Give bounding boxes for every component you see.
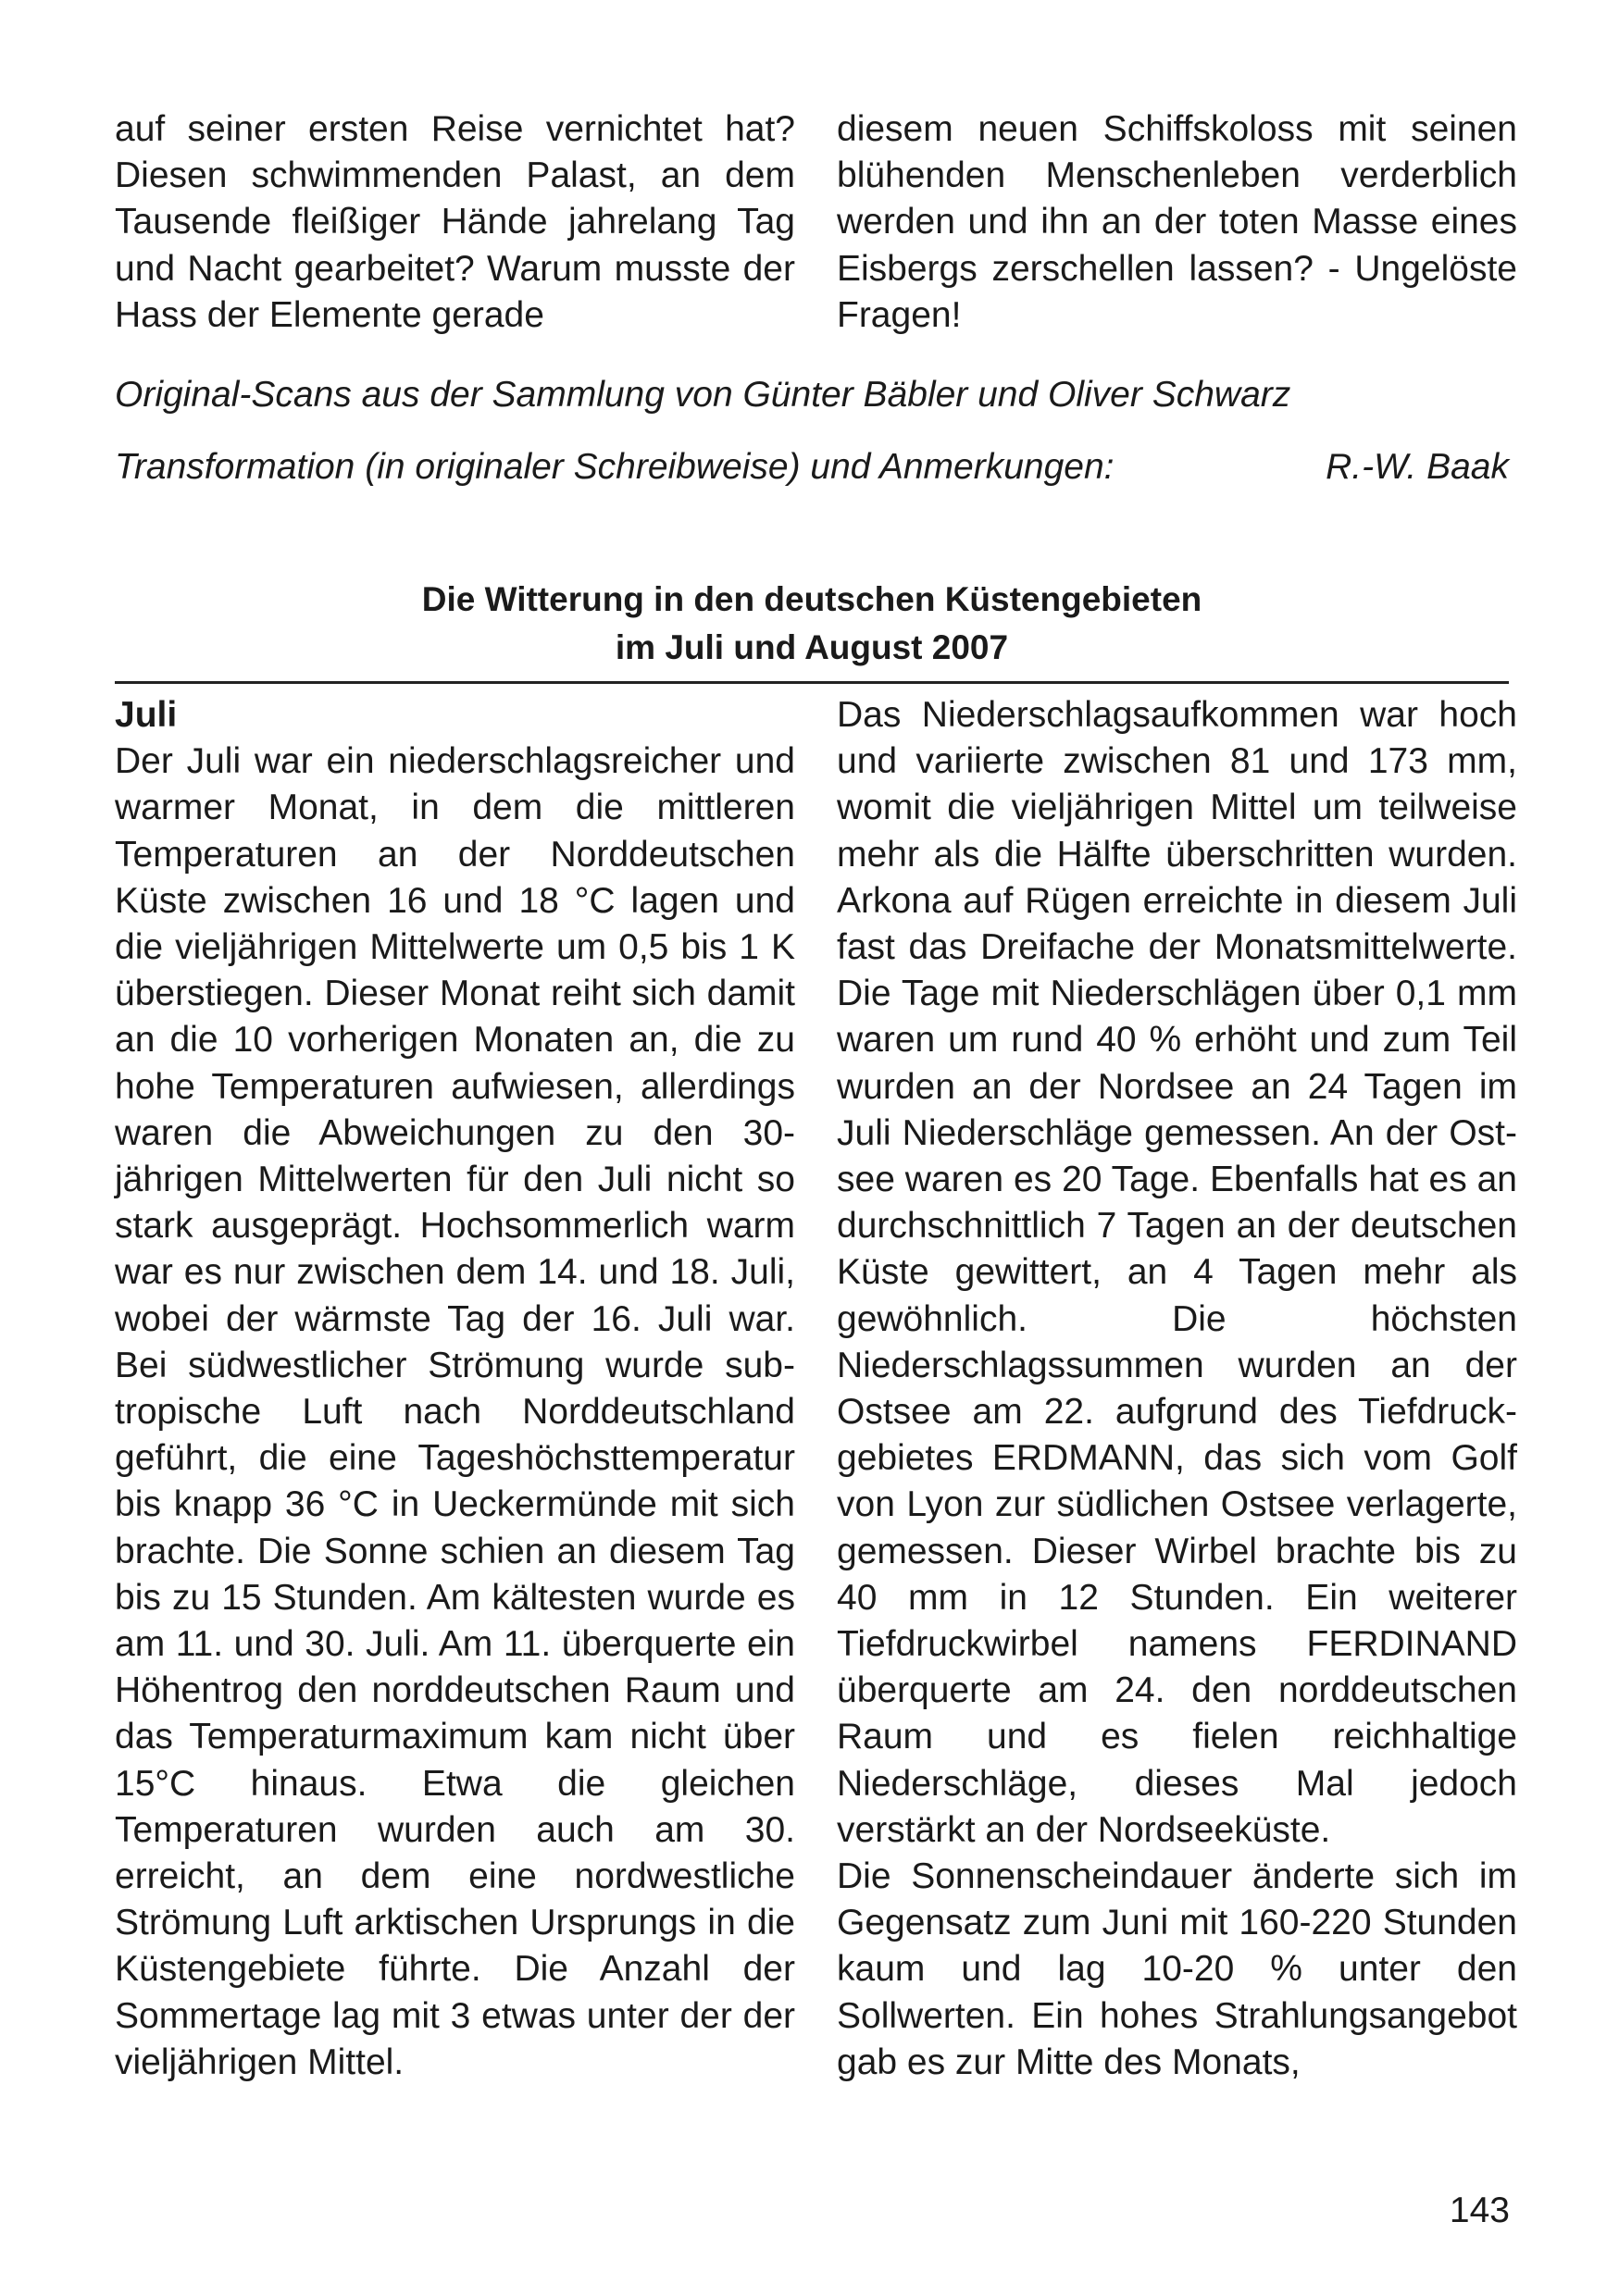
continuation-paragraph-left: auf seiner ersten Reise vernichtet hat? Diesen schwimmenden Palast, an dem Tausende fleißiger Hände jahrelang Tag und Nacht gearbeitet? Warum musste der Hass der Elemente gerade	[115, 109, 795, 335]
transformation-credit	[115, 444, 1509, 490]
article-left-column	[115, 692, 795, 2086]
sunshine-paragraph: Die Sonnenscheindauer änderte sich im Gegensatz zum Juni mit 160-220 Stunden kaum und lag 10-20 % unter den Sollwerten. Ein hohes Strahlungsangebot gab es zur Mitte des Monats,	[837, 1856, 1517, 2082]
article-title-line-1: Die Witterung in den deutschen Küstengebieten	[421, 580, 1202, 618]
transformation-label: Transformation (in originaler Schreibweise) und Anmerkungen:	[115, 447, 1115, 487]
source-credit: Original-Scans aus der Sammlung von Günter Bäbler und Oliver Schwarz	[115, 375, 1291, 415]
continuation-paragraph-right: diesem neuen Schiffskoloss mit seinen blühenden Menschenleben verderblich werden und ihn an der toten Masse eines Eisbergs zerschellen lassen? - Ungelöste Fragen!	[837, 109, 1517, 335]
title-divider-rule	[115, 681, 1509, 684]
section-heading-juli: Juli	[115, 695, 178, 735]
juli-paragraph: Der Juli war ein niederschlagsreicher und warmer Monat, in dem die mittleren Temperaturen an der Norddeutschen Küste zwischen 16 und 18 °C lagen und die vieljährigen Mittelwerte um 0,5 bis 1 K überstiegen. Dieser Monat reiht sich damit an die 10 vorherigen Monaten an, die zu hohe Temperaturen aufwiesen, allerdings waren die Abweichungen zu den 30-jährigen Mittelwerten für den Juli nicht so stark ausgeprägt. Hochsommerlich warm war es nur zwischen dem 14. und 18. Juli, wobei der wärmste Tag der 16. Juli war. Bei südwestlicher Strömung wurde subtropische Luft nach Norddeutschland geführt, die eine Tageshöchsttemperatur bis knapp 36 °C in Ueckermünde mit sich brachte. Die Sonne schien an diesem Tag bis zu 15 Stunden. Am kältesten wurde es am 11. und 30. Juli. Am 11. überquerte ein Höhentrog den norddeutschen Raum und das Temperaturmaximum kam nicht über 15°C hinaus. Etwa die gleichen Temperaturen wurden auch am 30. erreicht, an dem eine nordwestliche Strömung Luft arktischen Ursprungs in die Küstengebiete führte. Die Anzahl der Sommertage lag mit 3 etwas unter der der vieljährigen Mittel.	[115, 741, 795, 2082]
precipitation-paragraph: Das Niederschlagsaufkommen war hoch und variierte zwischen 81 und 173 mm, womit die vieljährigen Mittel um teilweise mehr als die Hälfte überschritten wurden. Arkona auf Rügen erreichte in diesem Juli fast das Dreifache der Monatsmittelwerte. Die Tage mit Niederschlägen über 0,1 mm waren um rund 40 % erhöht und zum Teil wurden an der Nordsee an 24 Tagen im Juli Niederschläge gemessen. An der Ostsee waren es 20 Tage. Ebenfalls hat es an durchschnittlich 7 Tagen an der deutschen Küste gewittert, an 4 Tagen mehr als gewöhnlich. Die höchsten Niederschlagssummen wurden an der Ostsee am 22. aufgrund des Tiefdruckgebietes ERDMANN, das sich vom Golf von Lyon zur südlichen Ostsee verlagerte, gemessen. Dieser Wirbel brachte bis zu 40 mm in 12 Stunden. Ein weiterer Tiefdruckwirbel namens FERDINAND überquerte am 24. den norddeutschen Raum und es fielen reichhaltige Niederschläge, dieses Mal jedoch verstärkt an der Nordseeküste.	[837, 695, 1517, 1850]
page-number: 143	[1449, 2191, 1510, 2230]
article-right-column	[837, 692, 1517, 2086]
credit-author: R.-W. Baak	[1326, 447, 1509, 487]
top-right-column-text	[837, 106, 1517, 339]
article-title-line-2: im Juli und August 2007	[615, 628, 1009, 666]
top-left-column-text	[115, 106, 795, 339]
